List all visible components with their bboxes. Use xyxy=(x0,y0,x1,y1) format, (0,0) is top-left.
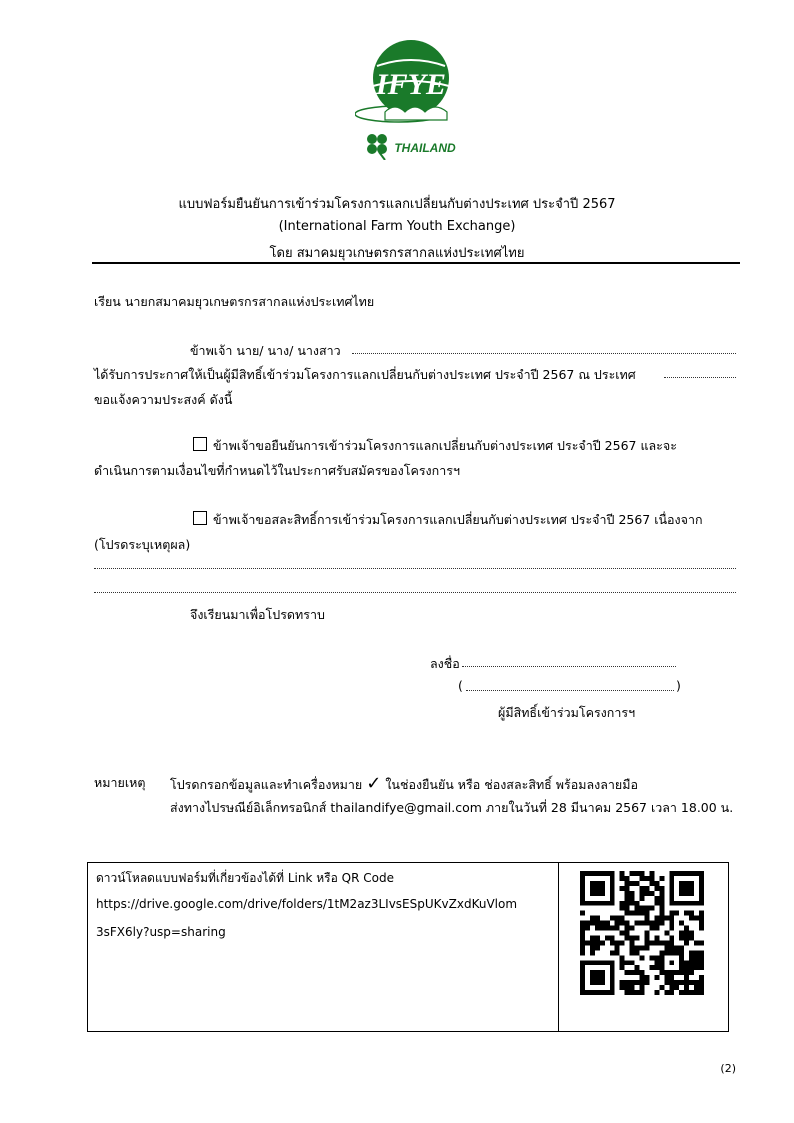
sign-label: ลงชื่อ xyxy=(430,656,460,671)
logo-country: THAILAND xyxy=(394,141,456,155)
open-paren: ( xyxy=(458,678,463,693)
country-field[interactable] xyxy=(664,365,736,378)
qr-code-icon[interactable] xyxy=(580,871,704,995)
signature-field[interactable] xyxy=(462,654,676,667)
option-waive-line-2: (โปรดระบุเหตุผล) xyxy=(94,537,191,552)
option-confirm-line-2: ดำเนินการตามเงื่อนไขที่กำหนดไว้ในประกาศรับสมัครของโครงการฯ xyxy=(94,463,460,478)
note-label: หมายเหตุ xyxy=(94,775,146,790)
page-number: (2) xyxy=(720,1062,736,1075)
name-field[interactable] xyxy=(352,341,736,354)
clover-icon xyxy=(367,134,387,160)
title-line-1: แบบฟอร์มยืนยันการเข้าร่วมโครงการแลกเปลี่ยนกับต่างประเทศ ประจำปี 2567 xyxy=(178,197,616,212)
printed-name-field[interactable] xyxy=(466,678,674,691)
reason-field-2[interactable] xyxy=(94,582,736,593)
salutation: เรียน นายกสมาคมยุวเกษตรกรสากลแห่งประเทศไทย xyxy=(94,294,375,309)
logo-text: IFYE xyxy=(375,68,447,101)
option-confirm-line-1: ข้าพเจ้าขอยืนยันการเข้าร่วมโครงการแลกเปลี่ยนกับต่างประเทศ ประจำปี 2567 และจะ xyxy=(213,438,677,453)
checkmark-icon: ✓ xyxy=(366,773,382,794)
announce-line: ได้รับการประกาศให้เป็นผู้มีสิทธิ์เข้าร่วมโครงการแลกเปลี่ยนกับต่างประเทศ ประจำปี 2567 ณ ประเทศ xyxy=(94,367,636,382)
title-line-2: (International Farm Youth Exchange) xyxy=(278,219,516,234)
signer-role: ผู้มีสิทธิ์เข้าร่วมโครงการฯ xyxy=(498,705,636,720)
confirm-checkbox[interactable] xyxy=(193,437,207,451)
closing-line: จึงเรียนมาเพื่อโปรดทราบ xyxy=(190,607,325,622)
option-waive-line-1: ข้าพเจ้าขอสละสิทธิ์การเข้าร่วมโครงการแลกเปลี่ยนกับต่างประเทศ ประจำปี 2567 เนื่องจาก xyxy=(213,512,703,527)
note-line-1b: ในช่องยืนยัน หรือ ช่องสละสิทธิ์ พร้อมลงลายมือ xyxy=(385,777,639,792)
name-label: ข้าพเจ้า นาย/ นาง/ นางสาว xyxy=(190,343,341,358)
note-line-2: ส่งทางไปรษณีย์อิเล็กทรอนิกส์ thailandifye@gmail.com ภายในวันที่ 28 มีนาคม 2567 เวลา 18.00 น. xyxy=(170,800,734,815)
download-url-line-2[interactable]: 3sFX6ly?usp=sharing xyxy=(96,925,226,939)
download-box xyxy=(87,862,729,1032)
download-heading: ดาวน์โหลดแบบฟอร์มที่เกี่ยวข้องได้ที่ Link หรือ QR Code xyxy=(96,871,394,885)
ifye-thailand-logo xyxy=(355,36,467,160)
header-divider xyxy=(92,262,740,264)
intent-line: ขอแจ้งความประสงค์ ดังนี้ xyxy=(94,392,233,407)
download-box-divider xyxy=(558,863,559,1031)
note-line-1a: โปรดกรอกข้อมูลและทำเครื่องหมาย xyxy=(170,777,363,792)
download-url-line-1[interactable]: https://drive.google.com/drive/folders/1tM2az3LIvsESpUKvZxdKuVlom xyxy=(96,897,518,911)
close-paren: ) xyxy=(676,678,681,693)
title-line-3: โดย สมาคมยุวเกษตรกรสากลแห่งประเทศไทย xyxy=(269,246,525,261)
waive-checkbox[interactable] xyxy=(193,511,207,525)
reason-field-1[interactable] xyxy=(94,558,736,569)
